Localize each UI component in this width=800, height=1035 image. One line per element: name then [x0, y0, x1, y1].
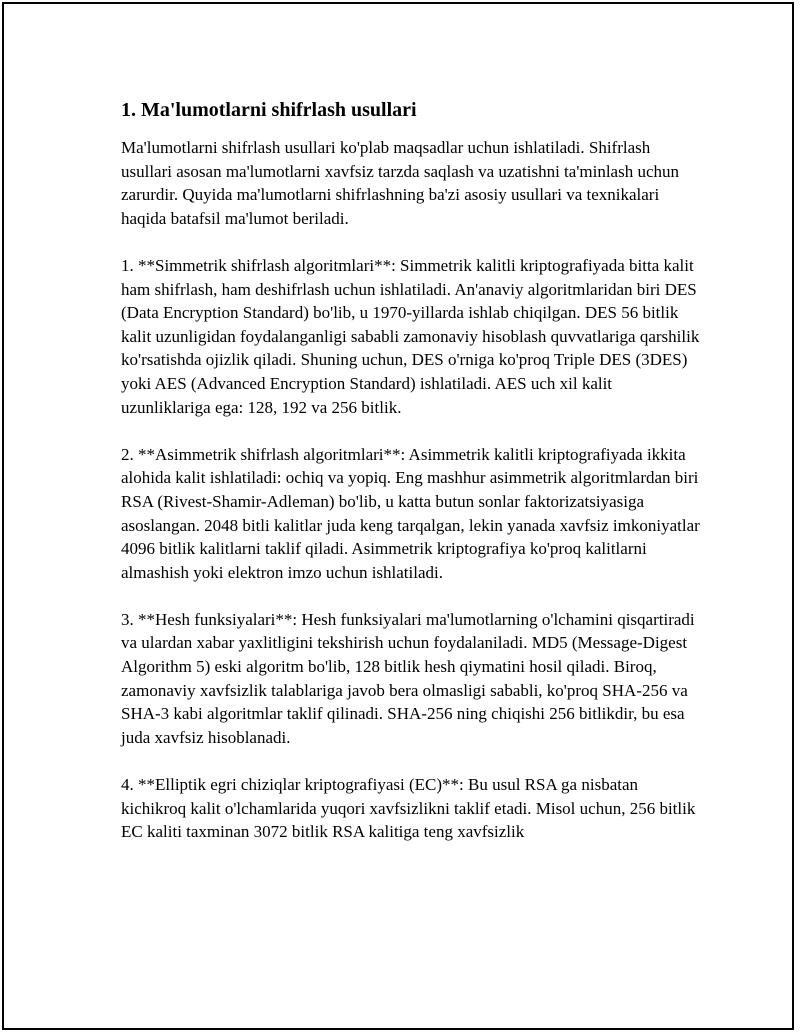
document-body [121, 98, 701, 867]
document-heading: 1. Ma'lumotlarni shifrlash usullari [121, 99, 417, 121]
intro-paragraph: Ma'lumotlarni shifrlash usullari ko'plab maqsadlar uchun ishlatiladi. Shifrlash usullari asosan ma'lumotlarni xavfsiz tarzda saqlash va uzatishni ta'minlash uchun zarurdir. Quyida ma'lumotlarni shifrlashning ba'zi asosiy usullari va texnikalari haqida batafsil ma'lumot beriladi. [121, 138, 680, 228]
paragraph-symmetric-encryption: 1. **Simmetrik shifrlash algoritmlari**: Simmetrik kalitli kriptografiyada bitta kalit ham shifrlash, ham deshifrlash uchun ishlatiladi. An'anaviy algoritmlaridan biri DES (Data Encryption Standard) bo'lib, u 1970-yillarda ishlab chiqilgan. DES 56 bitlik kalit uzunligidan foydalanganligi sababli zamonaviy hisoblash quvvatlariga qarshilik ko'rsatishda ojizlik qiladi. Shuning uchun, DES o'rniga ko'proq Triple DES (3DES) yoki AES (Advanced Encryption Standard) ishlatiladi. AES uch xil kalit uzunliklariga ega: 128, 192 va 256 bitlik. [121, 255, 700, 417]
paragraph-elliptic-curve: 4. **Elliptik egri chiziqlar kriptografiyasi (EC)**: Bu usul RSA ga nisbatan kichikroq kalit o'lchamlarida yuqori xavfsizlikni taklif etadi. Misol uchun, 256 bitlik EC kaliti taxminan 3072 bitlik RSA kalitiga teng xavfsizlik [121, 775, 696, 842]
document-page [2, 2, 794, 1030]
paragraph-hash-functions: 3. **Hesh funksiyalari**: Hesh funksiyalari ma'lumotlarning o'lchamini qisqartiradi va ulardan xabar yaxlitligini tekshirish uchun foydalaniladi. MD5 (Message-Digest Algorithm 5) eski algoritm bo'lib, 128 bitlik hesh qiymatini hosil qiladi. Biroq, zamonaviy xavfsizlik talablariga javob bera olmasligi sababli, ko'proq SHA-256 va SHA-3 kabi algoritmlar taklif qilinadi. SHA-256 ning chiqishi 256 bitlikdir, bu esa juda xavfsiz hisoblanadi. [121, 609, 695, 747]
paragraph-asymmetric-encryption: 2. **Asimmetrik shifrlash algoritmlari**: Asimmetrik kalitli kriptografiyada ikkita alohida kalit ishlatiladi: ochiq va yopiq. Eng mashhur asimmetrik algoritmlardan biri RSA (Rivest-Shamir-Adleman) bo'lib, u katta butun sonlar faktorizatsiyasiga asoslangan. 2048 bitli kalitlar juda keng tarqalgan, lekin yanada xavfsiz imkoniyatlar 4096 bitlik kalitlarni taklif qiladi. Asimmetrik kriptografiya ko'proq kalitlarni almashish yoki elektron imzo uchun ishlatiladi. [121, 444, 700, 582]
